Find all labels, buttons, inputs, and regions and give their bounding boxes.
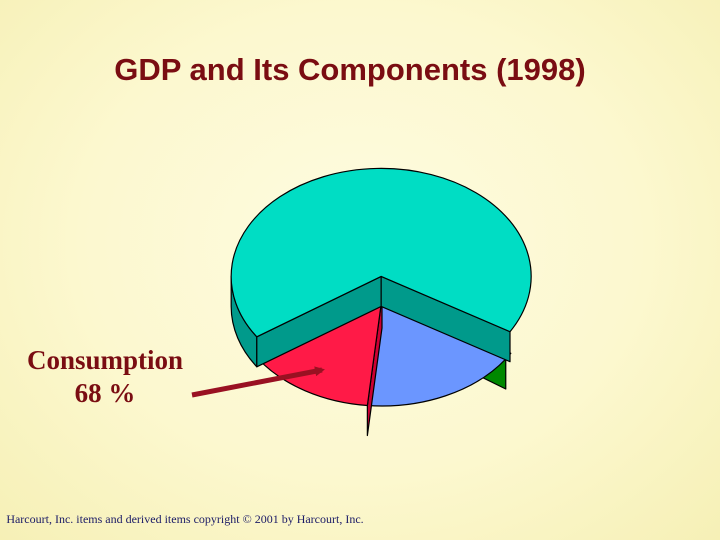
callout-label: Consumption: [26, 345, 184, 375]
callout-value: 68 %: [74, 378, 136, 408]
pie-slices: [231, 168, 531, 435]
copyright-footer: Harcourt, Inc. items and derived items copyright © 2001 by Harcourt, Inc.: [6, 512, 364, 526]
chart-title: GDP and Its Components (1998): [114, 52, 586, 87]
consumption-callout: [10, 344, 200, 410]
